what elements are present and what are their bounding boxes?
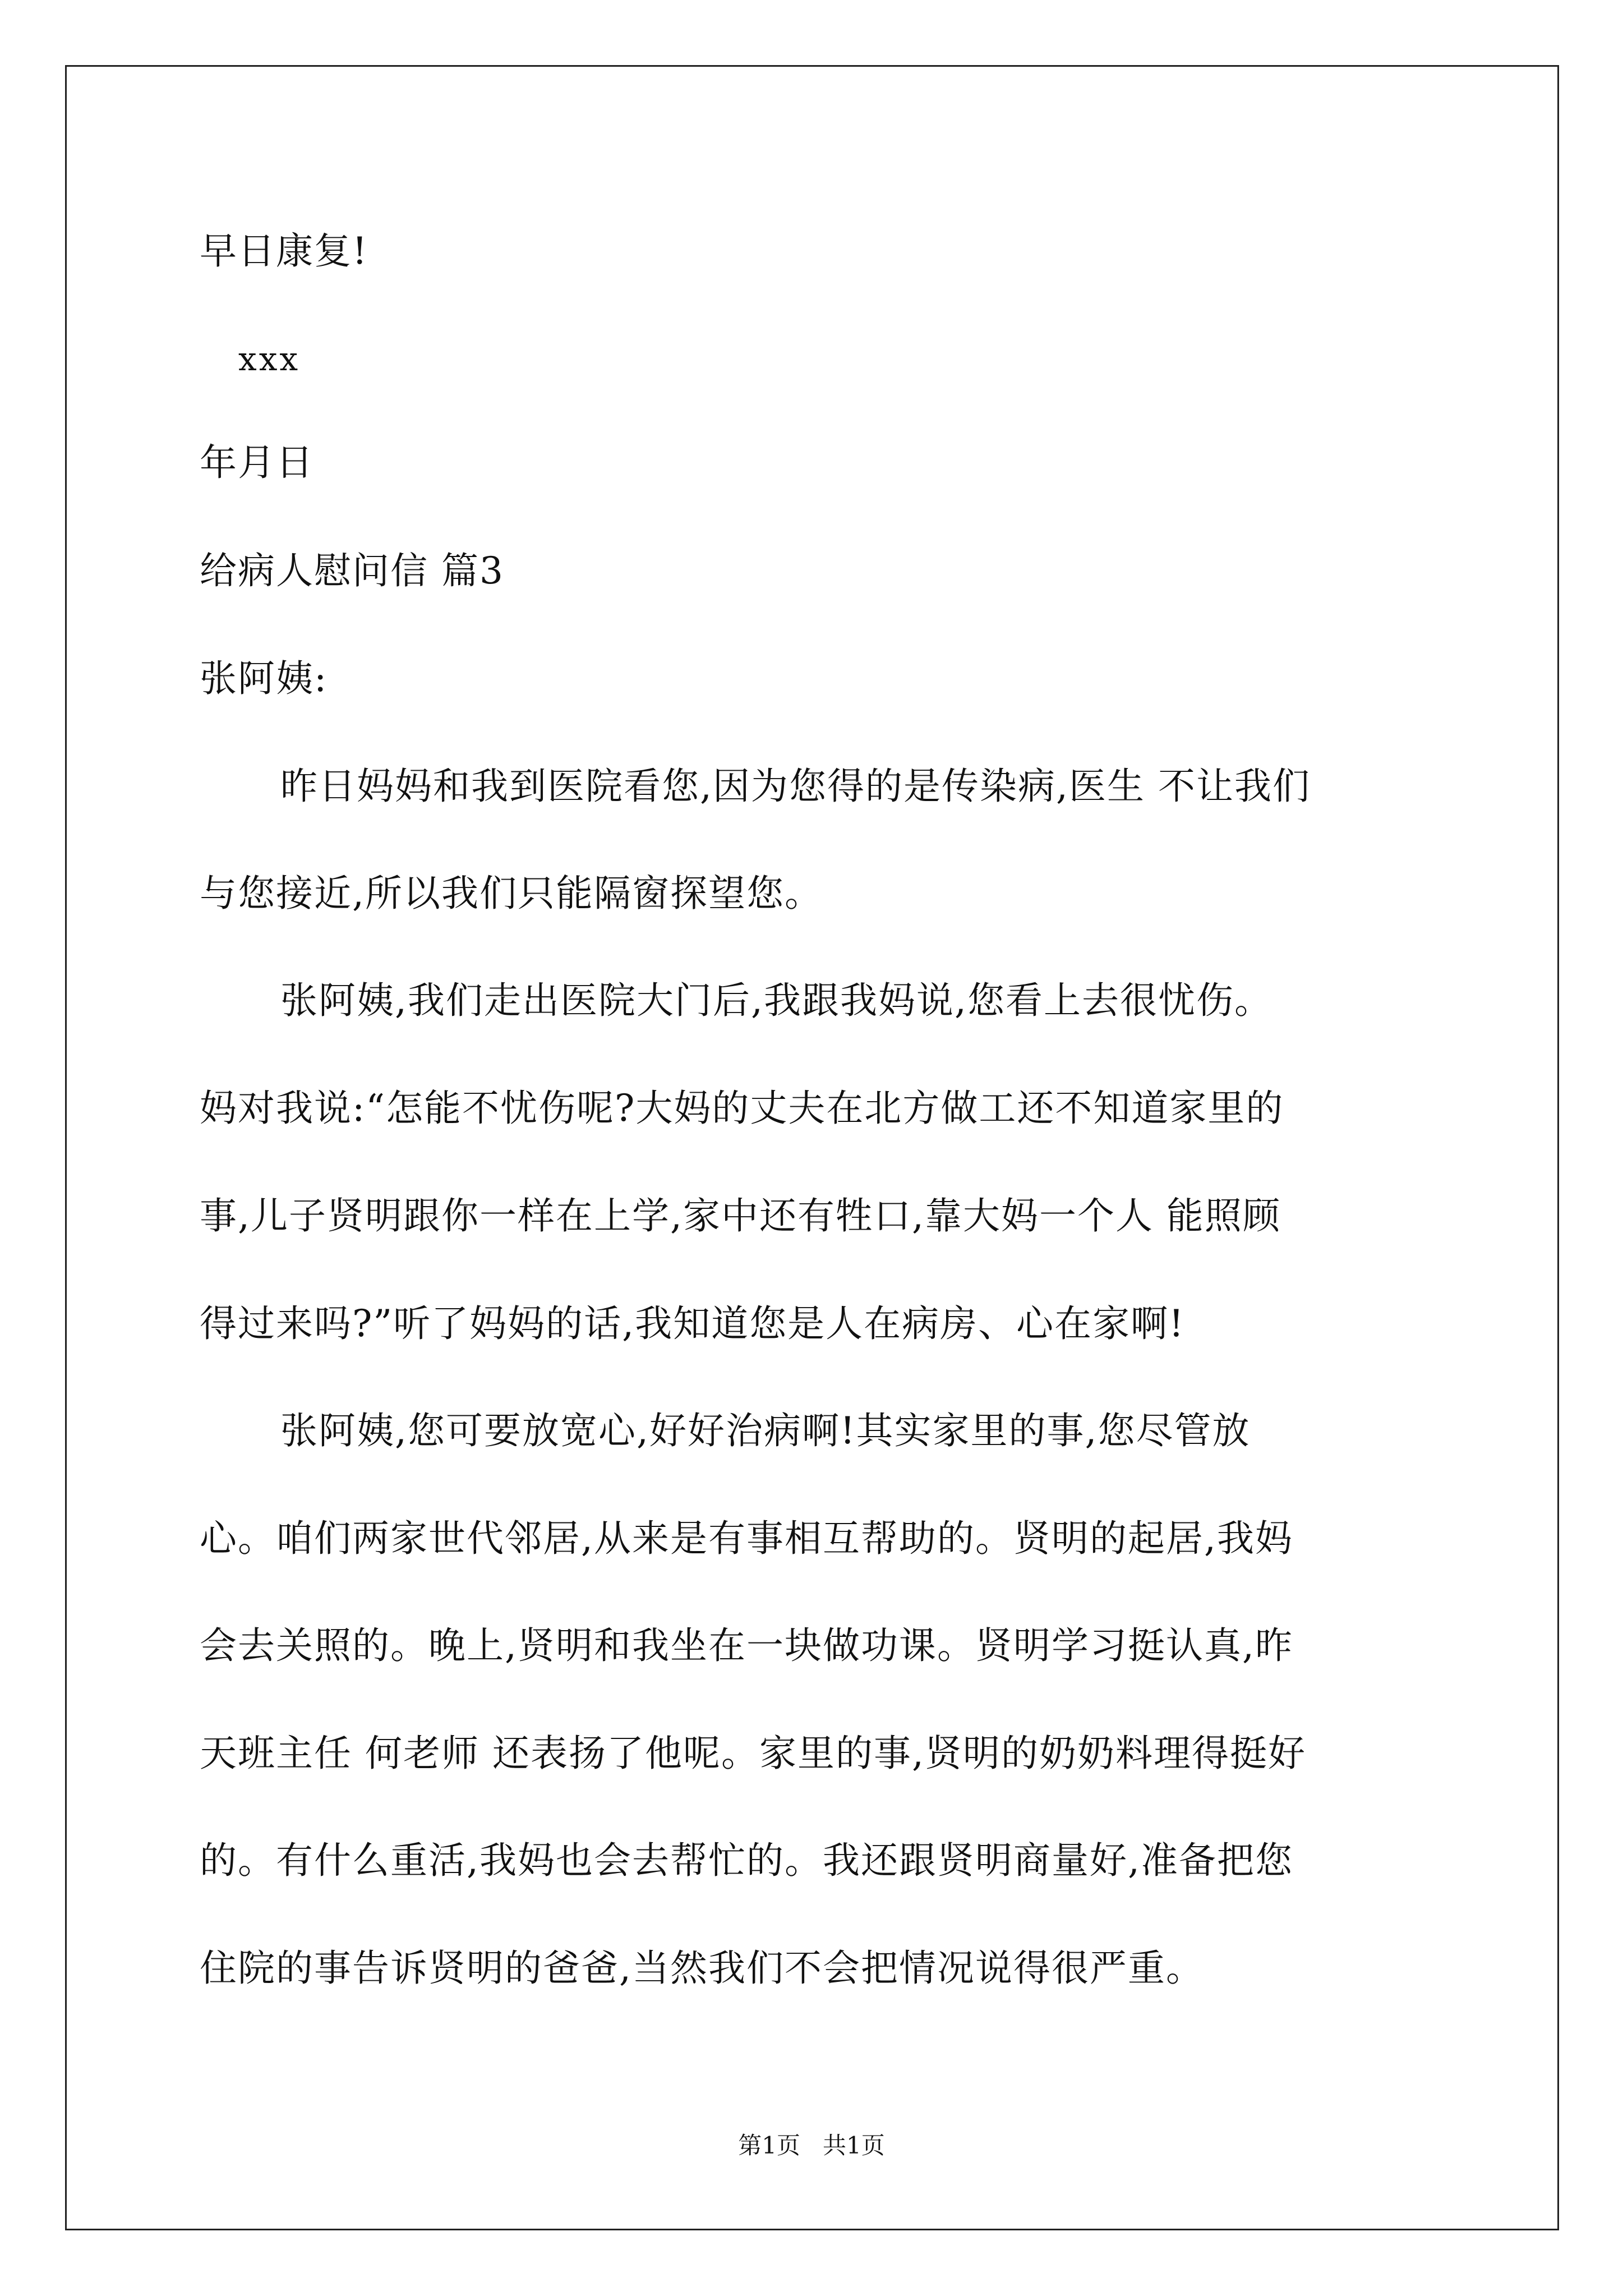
paragraph-2-line-2: 妈对我说:“怎能不忧伤呢?大妈的丈夫在北方做工还不知道家里的 — [200, 1087, 1284, 1130]
paragraph-1-line-2: 与您接近,所以我们只能隔窗探望您。 — [200, 872, 823, 915]
paragraph-2-line-3: 事,儿子贤明跟你一样在上学,家中还有牲口,靠大妈一个人 能照顾 — [200, 1194, 1281, 1237]
closing-wish: 早日康复! — [200, 229, 368, 273]
paragraph-3-line-5: 的。有什么重活,我妈也会去帮忙的。我还跟贤明商量好,准备把您 — [200, 1839, 1293, 1882]
paragraph-1-line-1: 昨日妈妈和我到医院看您,因为您得的是传染病,医生 不让我们 — [280, 765, 1311, 808]
page-footer: 第1页 共1页 — [738, 2132, 885, 2159]
section-title: 给病人慰问信 篇3 — [200, 549, 504, 592]
paragraph-3-line-2: 心。咱们两家世代邻居,从来是有事相互帮助的。贤明的起居,我妈 — [200, 1517, 1293, 1560]
date-line: 年月日 — [200, 441, 314, 484]
paragraph-3-line-4: 天班主任 何老师 还表扬了他呢。家里的事,贤明的奶奶料理得挺好 — [200, 1732, 1306, 1775]
paragraph-2-line-1: 张阿姨,我们走出医院大门后,我跟我妈说,您看上去很忧伤。 — [280, 979, 1272, 1022]
salutation: 张阿姨: — [200, 657, 328, 700]
paragraph-3-line-6: 住院的事告诉贤明的爸爸,当然我们不会把情况说得很严重。 — [200, 1947, 1204, 1990]
paragraph-2-line-4: 得过来吗?”听了妈妈的话,我知道您是人在病房、心在家啊! — [200, 1302, 1185, 1345]
paragraph-3-line-3: 会去关照的。晚上,贤明和我坐在一块做功课。贤明学习挺认真,昨 — [200, 1624, 1293, 1667]
signature: xxx — [238, 340, 301, 378]
page-border — [65, 65, 1559, 2230]
paragraph-3-line-1: 张阿姨,您可要放宽心,好好治病啊!其实家里的事,您尽管放 — [280, 1409, 1251, 1452]
